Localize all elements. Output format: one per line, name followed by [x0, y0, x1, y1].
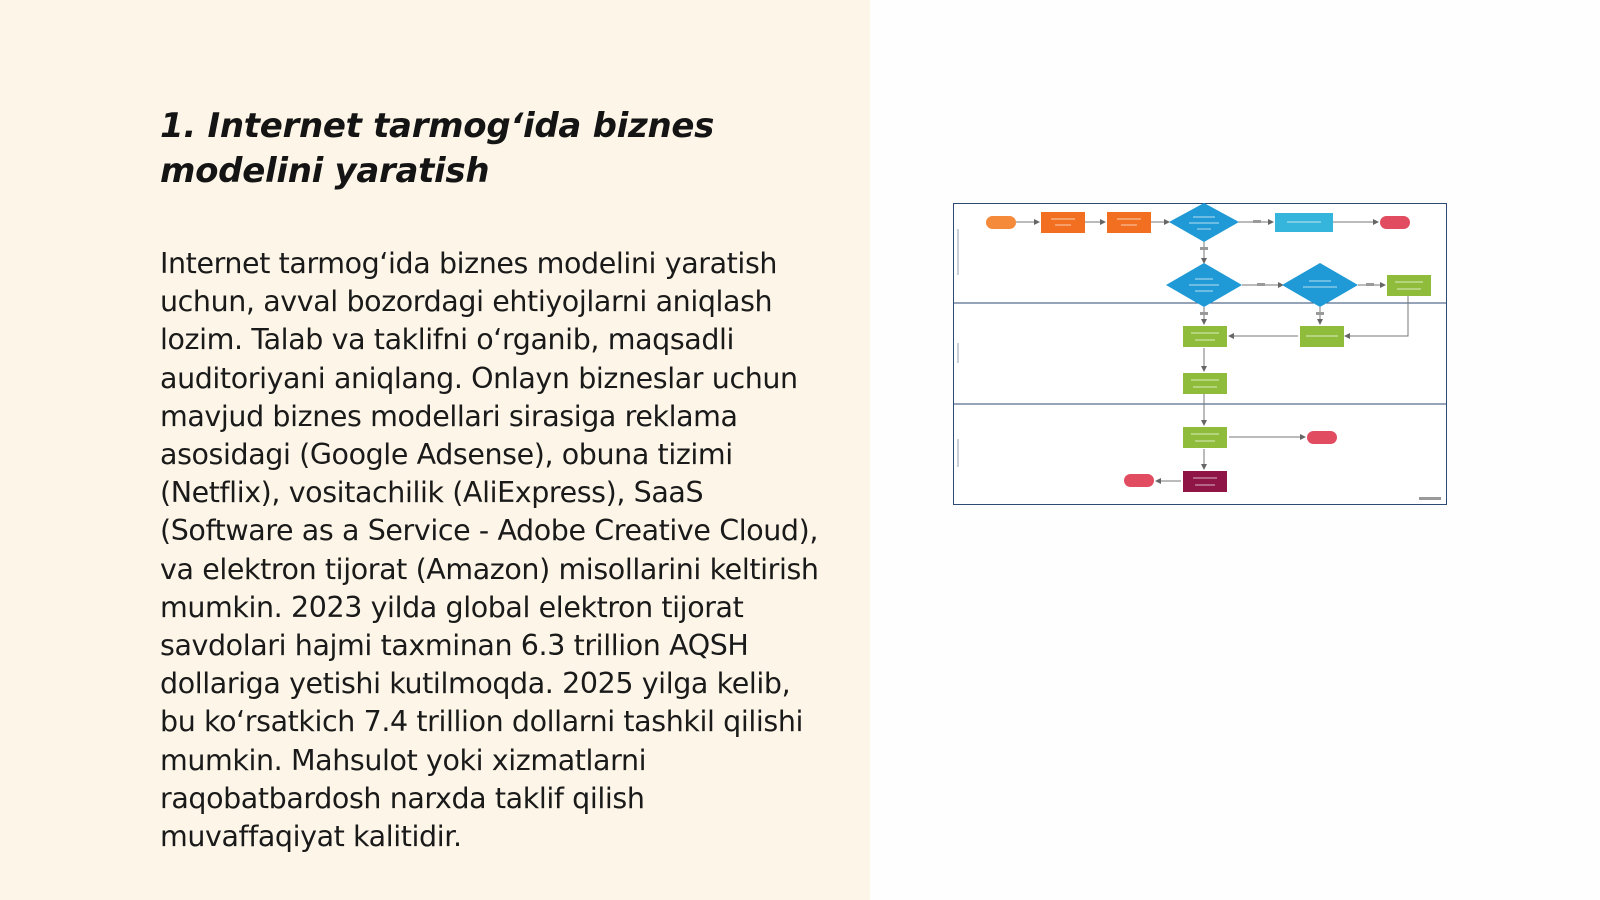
- lane-label: [957, 439, 959, 467]
- process-node: [1387, 275, 1431, 296]
- connector-label: [1366, 283, 1374, 286]
- process-node: [1041, 212, 1085, 233]
- flowchart-svg: [953, 203, 1447, 505]
- start-node: [986, 216, 1016, 229]
- connector-label: [1316, 312, 1324, 315]
- flowchart-image: [953, 203, 1447, 505]
- end-node: [1124, 474, 1154, 487]
- watermark: [1419, 497, 1441, 500]
- lane-label: [957, 229, 959, 275]
- connector-label: [1200, 247, 1208, 250]
- process-node: [1183, 427, 1227, 448]
- end-node: [1380, 216, 1410, 229]
- slide-title: 1. Internet tarmog‘ida biznes modelini yaratish: [160, 106, 715, 191]
- slide-body-text: Internet tarmog‘ida biznes modelini yaratish uchun, avval bozordagi ehtiyojlarni aniqlash lozim. Talab va taklifni o‘rganib, maqsadli auditoriyani aniqlang. Onlayn bizneslar uchun mavjud biznes modellari sirasiga reklama asosidagi (Google Adsense), obuna tizimi (Netflix), vositachilik (AliExpress), SaaS (Software as a Service - Adobe Creative Cloud), va elektron tijorat (Amazon) misollarini keltirish mumkin. 2023 yilda global elektron tijorat savdolari hajmi taxminan 6.3 trillion AQSH dollariga yetishi kutilmoqda. 2025 yilga kelib, bu ko‘rsatkich 7.4 trillion dollarni tashkil qilishi mumkin. Mahsulot yoki xizmatlarni raqobatbardosh narxda taklif qilish muvaffaqiyat kalitidir.: [160, 247, 819, 854]
- connector-label: [1257, 283, 1265, 286]
- connector-label: [1253, 220, 1261, 223]
- process-node: [1183, 373, 1227, 394]
- process-node: [1107, 212, 1151, 233]
- end-node: [1307, 431, 1337, 444]
- connector-label: [1200, 312, 1208, 315]
- lane-label: [957, 343, 959, 363]
- process-node: [1183, 471, 1227, 492]
- process-node: [1183, 326, 1227, 347]
